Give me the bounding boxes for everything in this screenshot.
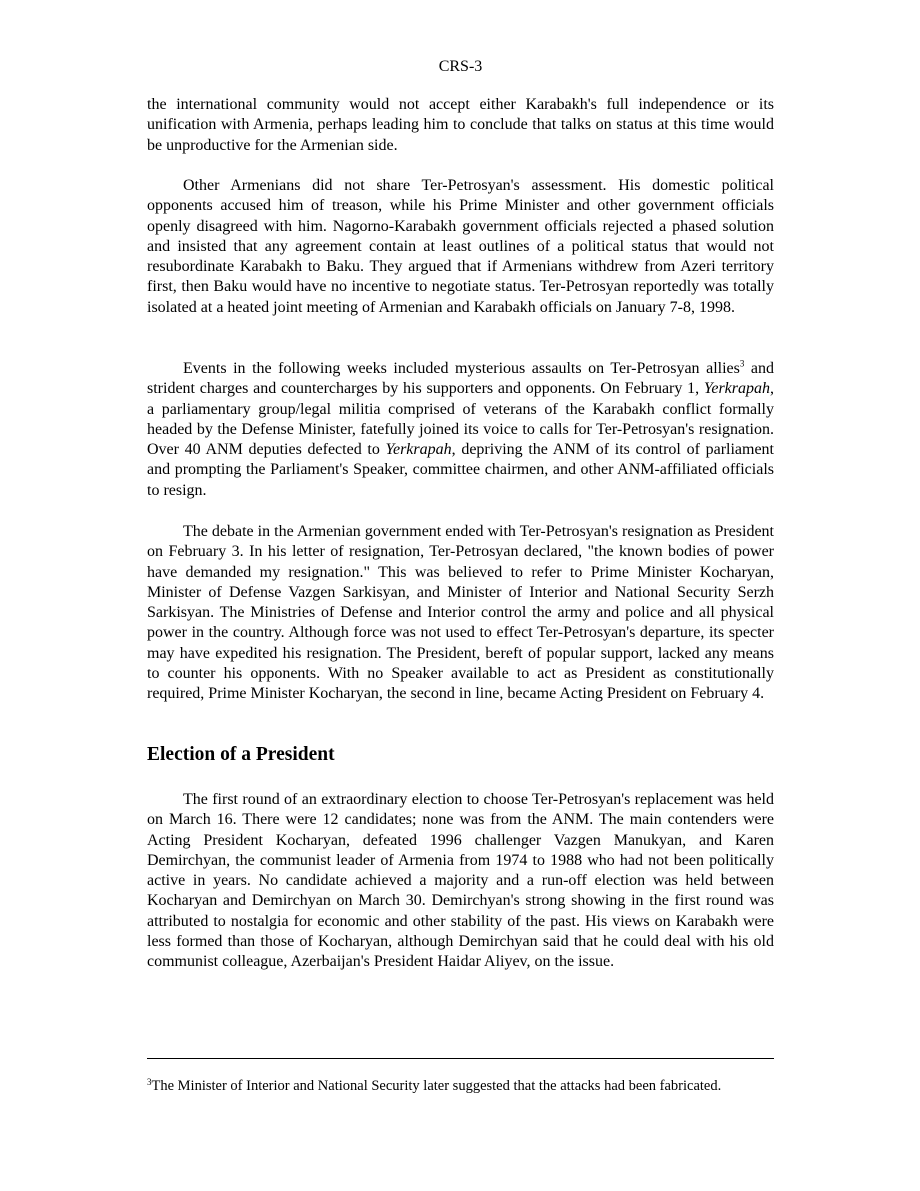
paragraph-events-following-weeks xyxy=(147,359,774,501)
paragraph-text: and strident charges and countercharges by his supporters and opponents. On February 1, xyxy=(147,360,774,398)
paragraph-continuation: the international community would not accept either Karabakh's full independence or its unification with Armenia, perhaps leading him to conclude that talks on status at this time would be unproductive for the Armenian side. xyxy=(147,96,774,154)
paragraph-election: The first round of an extraordinary election to choose Ter-Petrosyan's replacement was held on March 16. There were 12 candidates; none was from the ANM. The main contenders were Acting President Kocharyan, defeated 1996 challenger Vazgen Manukyan, and Karen Demirchyan, the communist leader of Armenia from 1974 to 1988 who had not been politically active in years. No candidate achieved a majority and a run-off election was held between Kocharyan and Demirchyan on March 30. Demirchyan's strong showing in the first round was attributed to nostalgia for economic and other stability of the past. His views on Karabakh were less formed than those of Kocharyan, although Demirchyan said that he could deal with his old communist colleague, Azerbaijan's President Haidar Aliyev, on the issue. xyxy=(147,791,774,971)
italic-term: Yerkrapah xyxy=(703,380,770,398)
footnote xyxy=(147,1077,774,1096)
paragraph-resignation: The debate in the Armenian government ended with Ter-Petrosyan's resignation as President on February 3. In his letter of resignation, Ter-Petrosyan declared, "the known bodies of power have demanded my resignation." This was believed to refer to Prime Minister Kocharyan, Minister of Defense Vazgen Sarkisyan, and Minister of Interior and National Security Serzh Sarkisyan. The Ministries of Defense and Interior control the army and police and all physical power in the country. Although force was not used to effect Ter-Petrosyan's departure, its specter may have expedited his resignation. The President, bereft of popular support, lacked any means to counter his opponents. With no Speaker available to act as President as constitutionally required, Prime Minister Kocharyan, the second in line, became Acting President on February 4. xyxy=(147,523,774,703)
paragraph-text: , a parliamentary group/legal militia comprised of veterans of the Karabakh conflict formally headed by the Defense Minister, fatefully joined its voice to calls for Ter-Petrosyan's resignation. Over 40 ANM deputies defected to xyxy=(147,380,774,459)
paragraph-text: Events in the following weeks included mysterious assaults on Ter-Petrosyan allies xyxy=(183,360,740,377)
section-heading: Election of a President xyxy=(147,744,335,765)
paragraph-text: , depriving the ANM of its control of parliament and prompting the Parliament's Speaker, committee chairmen, and other ANM-affiliated officials to resign. xyxy=(147,441,775,499)
footnote-divider xyxy=(147,1058,774,1059)
page-label: CRS-3 xyxy=(438,58,483,75)
italic-term: Yerkrapah xyxy=(385,441,452,459)
footnote-text: The Minister of Interior and National Security later suggested that the attacks had been fabricated. xyxy=(151,1078,722,1094)
page-header xyxy=(147,57,774,77)
footnote-reference[interactable]: 3 xyxy=(739,358,745,369)
footnote-number: 3 xyxy=(147,1077,152,1087)
paragraph-armenian-opposition: Other Armenians did not share Ter-Petrosyan's assessment. His domestic political opponents accused him of treason, while his Prime Minister and other government officials openly disagreed with him. Nagorno-Karabakh government officials rejected a phased solution and insisted that any agreement contain at least outlines of a political status that would not resubordinate Karabakh to Baku. They argued that if Armenians withdrew from Azeri territory first, then Baku would have no incentive to negotiate status. Ter-Petrosyan reportedly was totally isolated at a heated joint meeting of Armenian and Karabakh officials on January 7-8, 1998. xyxy=(147,177,774,316)
